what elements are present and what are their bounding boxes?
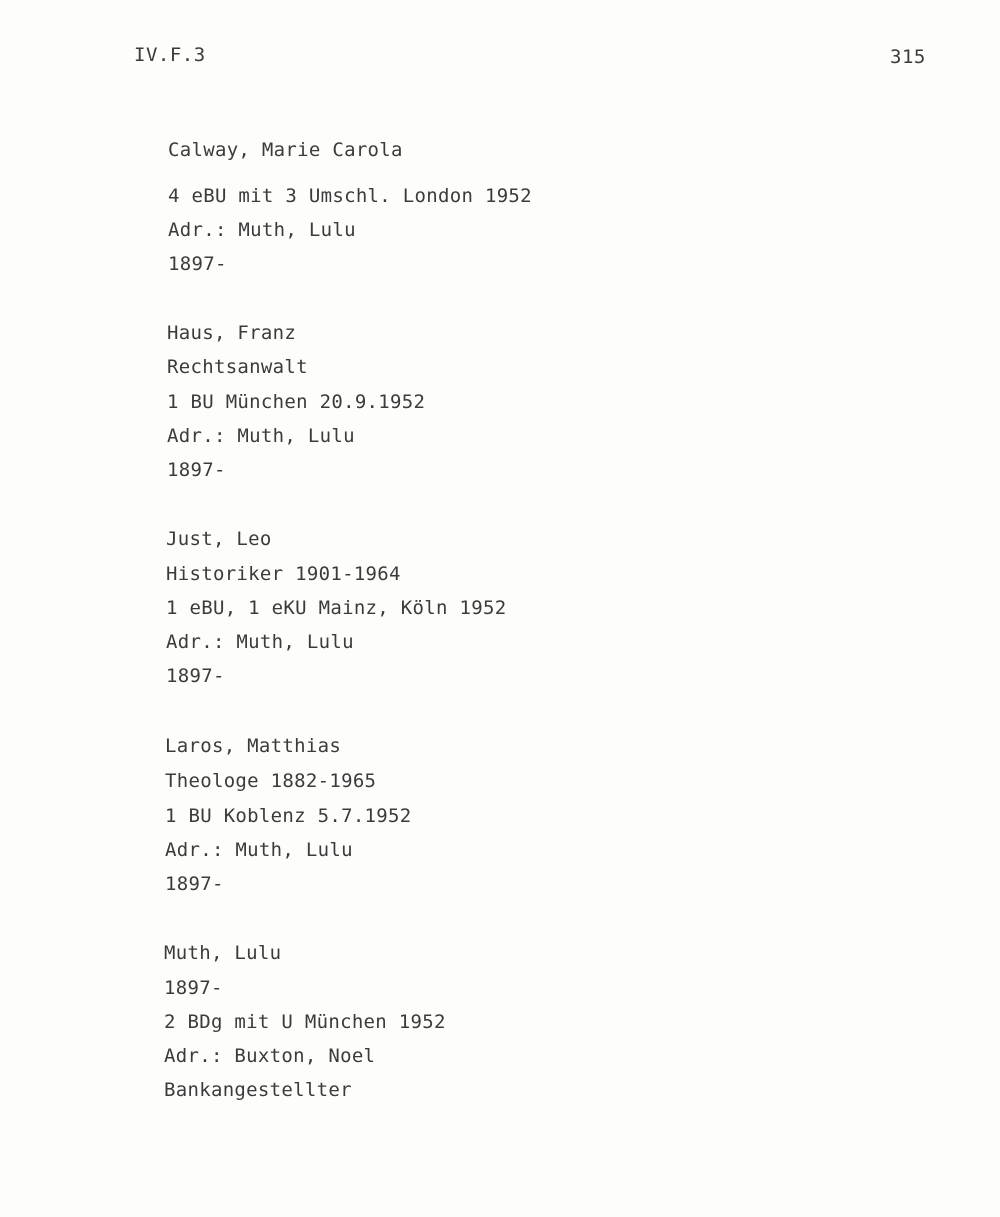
entry-addressee: Adr.: Muth, Lulu (168, 219, 356, 241)
entry-addressee: Adr.: Muth, Lulu (167, 425, 355, 447)
entry-profession: Bankangestellter (164, 1079, 352, 1101)
page-number: 315 (890, 46, 926, 68)
entry-addressee: Adr.: Muth, Lulu (166, 631, 354, 653)
entry-holdings: 2 BDg mit U München 1952 (164, 1011, 446, 1033)
entry-holdings: 1 eBU, 1 eKU Mainz, Köln 1952 (166, 597, 507, 619)
entry-dates: 1897- (167, 459, 226, 481)
entry-addressee: Adr.: Buxton, Noel (164, 1045, 376, 1067)
entry-name: Laros, Matthias (165, 735, 342, 757)
entry-name: Haus, Franz (167, 322, 297, 344)
entry-profession: Historiker 1901-1964 (166, 563, 401, 585)
page-reference: IV.F.3 (134, 44, 206, 66)
entry-profession: Theologe 1882-1965 (165, 770, 377, 792)
entry-dates: 1897- (165, 873, 224, 895)
entry-dates: 1897- (166, 665, 225, 687)
entry-dates: 1897- (164, 977, 223, 999)
entry-holdings: 1 BU München 20.9.1952 (167, 391, 426, 413)
entry-dates: 1897- (168, 253, 227, 275)
entry-name: Muth, Lulu (164, 942, 282, 964)
entry-profession: Rechtsanwalt (167, 356, 308, 378)
entry-name: Calway, Marie Carola (168, 139, 403, 161)
entry-addressee: Adr.: Muth, Lulu (165, 839, 353, 861)
entry-holdings: 1 BU Koblenz 5.7.1952 (165, 805, 412, 827)
entry-holdings: 4 eBU mit 3 Umschl. London 1952 (168, 185, 532, 207)
entry-name: Just, Leo (166, 528, 272, 550)
